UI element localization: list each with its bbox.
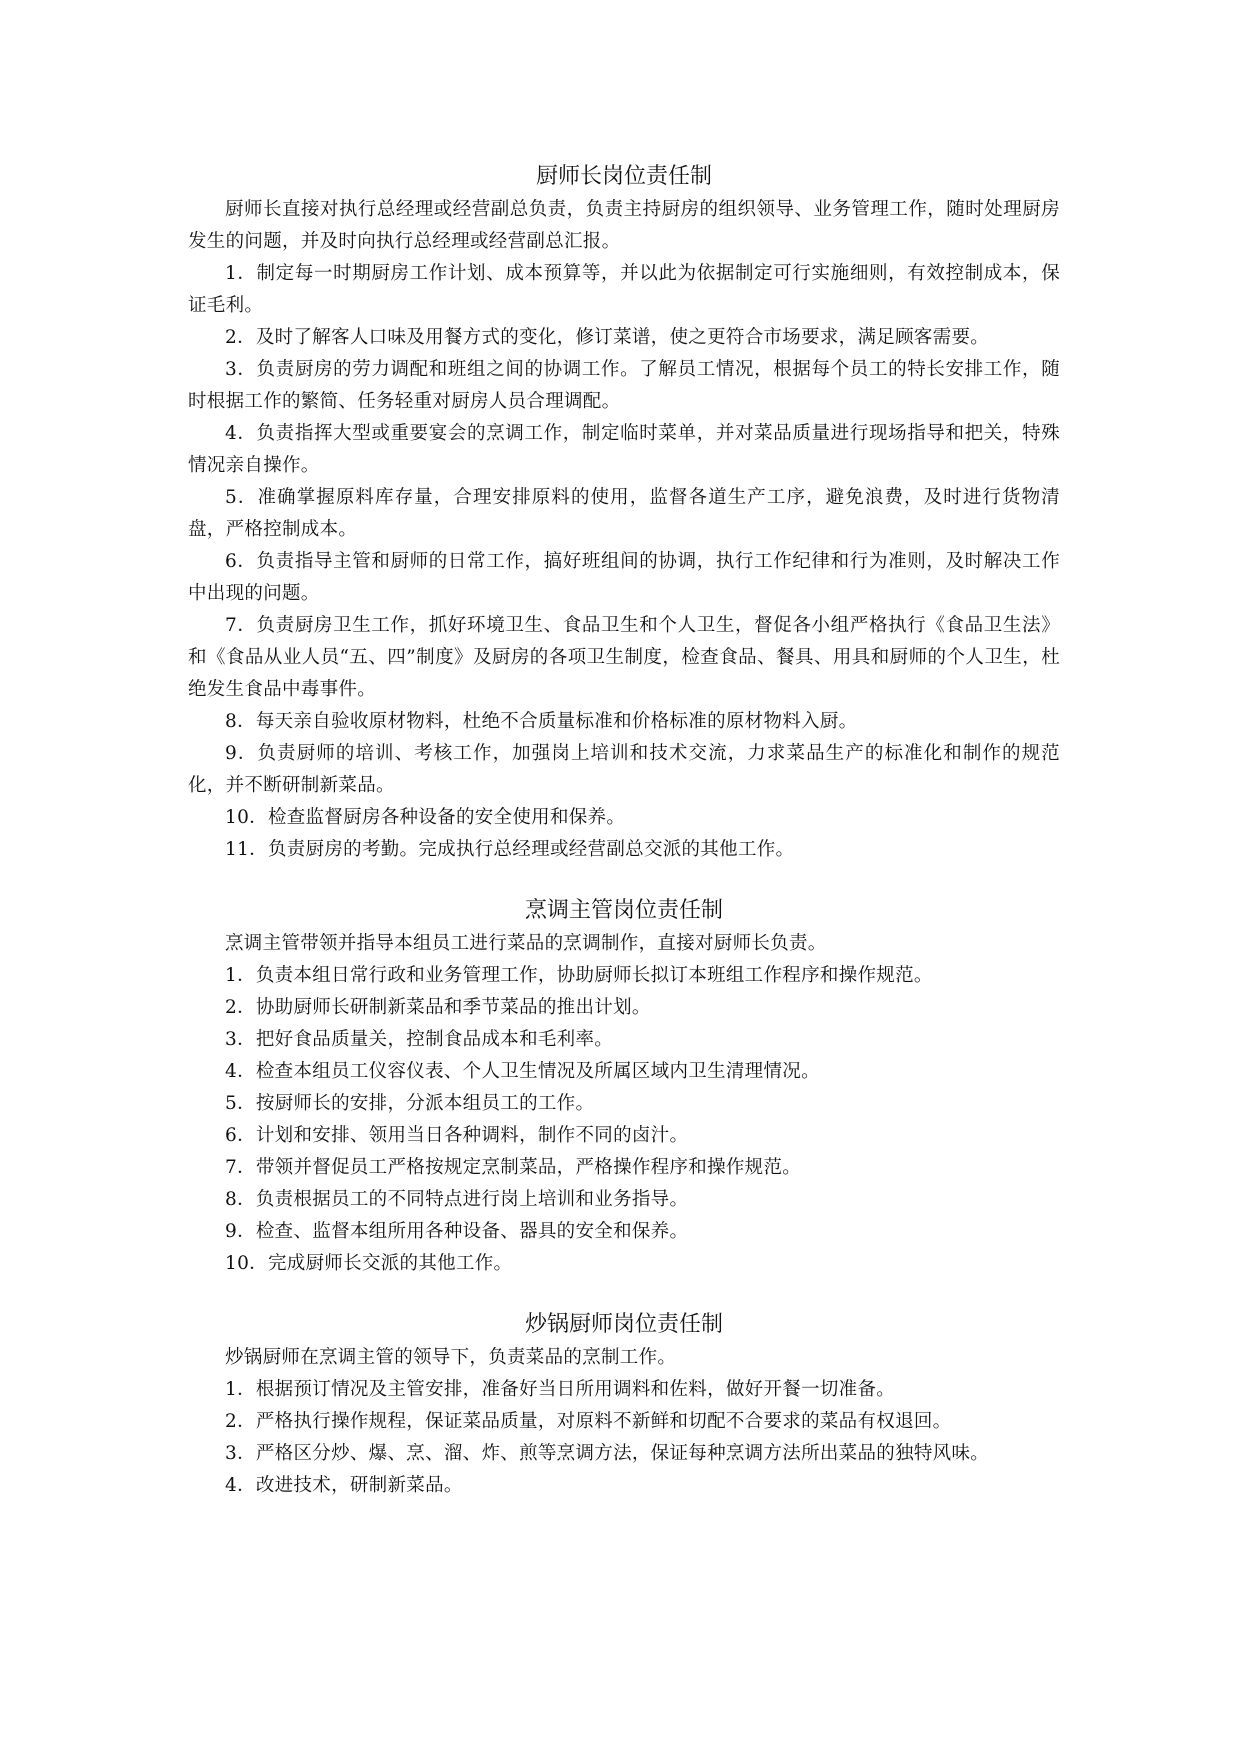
- paragraph-item: 8．每天亲自验收原材物料，杜绝不合质量标准和价格标准的原材物料入厨。: [225, 711, 858, 732]
- paragraph-item: 4．改进技术，研制新菜品。: [225, 1475, 463, 1496]
- section-title: 烹调主管岗位责任制: [524, 898, 723, 923]
- paragraph-item: 6．计划和安排、领用当日各种调料，制作不同的卤汁。: [225, 1125, 689, 1146]
- paragraph-item: 5．准确掌握原料库存量，合理安排原料的使用，监督各道生产工序，避免浪费，及时进行货物清盘，严格控制成本。: [188, 487, 1060, 540]
- paragraph-item: 1．制定每一时期厨房工作计划、成本预算等，并以此为依据制定可行实施细则，有效控制成本，保证毛利。: [188, 263, 1060, 316]
- paragraph-item: 9．检查、监督本组所用各种设备、器具的安全和保养。: [225, 1221, 689, 1242]
- paragraph-item: 5．按厨师长的安排，分派本组员工的工作。: [225, 1093, 595, 1114]
- paragraph-item: 1．负责本组日常行政和业务管理工作，协助厨师长拟订本班组工作程序和操作规范。: [225, 965, 933, 986]
- paragraph-intro: 厨师长直接对执行总经理或经营副总负责，负责主持厨房的组织领导、业务管理工作，随时处理厨房发生的问题，并及时向执行总经理或经营副总汇报。: [188, 199, 1060, 252]
- paragraph-item: 2．协助厨师长研制新菜品和季节菜品的推出计划。: [225, 997, 651, 1018]
- paragraph-item: 10．完成厨师长交派的其他工作。: [225, 1253, 513, 1274]
- paragraph-item: 6．负责指导主管和厨师的日常工作，搞好班组间的协调，执行工作纪律和行为准则，及时解决工作中出现的问题。: [188, 551, 1060, 604]
- section-head-chef: [188, 160, 1060, 866]
- section-title: 炒锅厨师岗位责任制: [524, 1312, 723, 1337]
- paragraph-item: 2．严格执行操作规程，保证菜品质量，对原料不新鲜和切配不合要求的菜品有权退回。: [225, 1411, 952, 1432]
- paragraph-item: 7．带领并督促员工严格按规定烹制菜品，严格操作程序和操作规范。: [225, 1157, 802, 1178]
- document-body: [188, 160, 1060, 1502]
- paragraph-item: 9．负责厨师的培训、考核工作，加强岗上培训和技术交流，力求菜品生产的标准化和制作的规范化，并不断研制新菜品。: [188, 743, 1060, 796]
- section-cooking-supervisor: [188, 894, 1060, 1280]
- section-title: 厨师长岗位责任制: [535, 164, 712, 189]
- paragraph-item: 2．及时了解客人口味及用餐方式的变化，修订菜谱，使之更符合市场要求，满足顾客需要。: [225, 327, 990, 348]
- section-wok-chef: [188, 1308, 1060, 1502]
- paragraph-item: 3．严格区分炒、爆、烹、溜、炸、煎等烹调方法，保证每种烹调方法所出菜品的独特风味。: [225, 1443, 990, 1464]
- paragraph-item: 4．检查本组员工仪容仪表、个人卫生情况及所属区域内卫生清理情况。: [225, 1061, 820, 1082]
- paragraph-item: 3．负责厨房的劳力调配和班组之间的协调工作。了解员工情况，根据每个员工的特长安排工作，随时根据工作的繁简、任务轻重对厨房人员合理调配。: [188, 359, 1060, 412]
- paragraph-item: 7．负责厨房卫生工作，抓好环境卫生、食品卫生和个人卫生，督促各小组严格执行《食品卫生法》和《食品从业人员“五、四”制度》及厨房的各项卫生制度，检查食品、餐具、用具和厨师的个人卫生，杜绝发生食品中毒事件。: [188, 615, 1060, 700]
- paragraph-item: 1．根据预订情况及主管安排，准备好当日所用调料和佐料，做好开餐一切准备。: [225, 1379, 896, 1400]
- paragraph-item: 3．把好食品质量关，控制食品成本和毛利率。: [225, 1029, 614, 1050]
- paragraph-item: 11．负责厨房的考勤。完成执行总经理或经营副总交派的其他工作。: [225, 839, 795, 860]
- paragraph-item: 8．负责根据员工的不同特点进行岗上培训和业务指导。: [225, 1189, 689, 1210]
- paragraph-item: 4．负责指挥大型或重要宴会的烹调工作，制定临时菜单，并对菜品质量进行现场指导和把关，特殊情况亲自操作。: [188, 423, 1060, 476]
- paragraph-intro: 烹调主管带领并指导本组员工进行菜品的烹调制作，直接对厨师长负责。: [225, 933, 827, 954]
- paragraph-item: 10．检查监督厨房各种设备的安全使用和保养。: [225, 807, 626, 828]
- paragraph-intro: 炒锅厨师在烹调主管的领导下，负责菜品的烹制工作。: [225, 1347, 677, 1368]
